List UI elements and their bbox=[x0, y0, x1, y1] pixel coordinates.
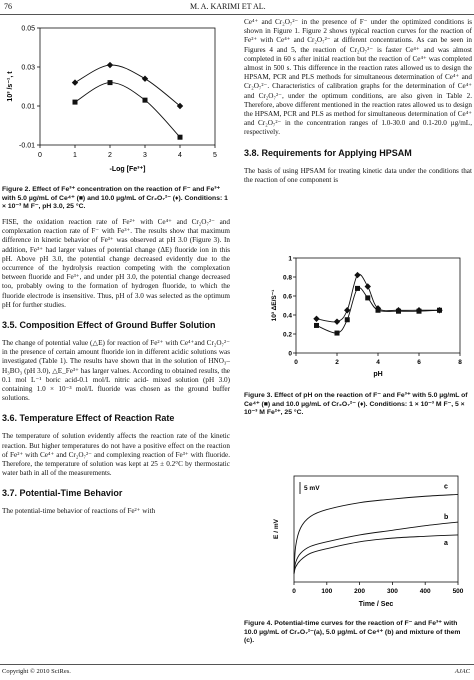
footer-copyright: Copyright © 2010 SciRes. bbox=[2, 668, 71, 675]
paragraph: The potential-time behavior of reactions of Fe²⁺ with bbox=[2, 507, 156, 516]
x-axis-label: Time / Sec bbox=[358, 601, 394, 608]
x-tick-label: 200 bbox=[354, 588, 366, 595]
series-line-c bbox=[294, 494, 458, 574]
series-line-0 bbox=[317, 274, 440, 322]
y-axis-label: E / mV bbox=[273, 519, 280, 539]
figure-2-chart bbox=[0, 20, 230, 185]
x-tick-label: 8 bbox=[458, 359, 462, 366]
section-heading-3-6: 3.6. Temperature Effect of Reaction Rate bbox=[2, 413, 175, 424]
y-tick-label: 0.2 bbox=[282, 331, 292, 339]
y-tick-label: 0 bbox=[288, 350, 292, 358]
figure-2-caption: Figure 2. Effect of Fe³⁺ concentration on the reaction of F⁻ and Fe³⁺ with 5.0 µg/mL of Ce⁴⁺ (■) and 10.0 µg/mL of Cr₂O₇²⁻ (♦). Conditions: 1 × 10⁻³ M F⁻, pH 3.0, 25 °C. bbox=[2, 186, 228, 211]
data-point-square bbox=[396, 309, 401, 314]
series-label-a: a bbox=[444, 539, 448, 547]
data-point-square bbox=[143, 98, 148, 103]
y-tick-label: 1 bbox=[288, 255, 292, 263]
y-tick-label: 0.6 bbox=[282, 293, 292, 301]
x-tick-label: 400 bbox=[419, 588, 431, 595]
x-tick-label: 5 bbox=[213, 152, 217, 159]
running-header: M. A. KARIMI ET AL. bbox=[190, 2, 266, 11]
y-tick-label: 0.4 bbox=[282, 312, 292, 320]
footer-journal: AJAC bbox=[454, 668, 470, 675]
x-axis-label: -Log [Fe³⁺] bbox=[109, 166, 146, 173]
footer-rule bbox=[0, 664, 474, 665]
data-point-square bbox=[314, 323, 319, 328]
page-number: 76 bbox=[4, 2, 12, 11]
data-point-square bbox=[376, 308, 381, 313]
x-tick-label: 4 bbox=[376, 359, 380, 366]
y-tick-label: 0.01 bbox=[21, 103, 35, 111]
series-line-b bbox=[294, 522, 458, 574]
x-tick-label: 2 bbox=[335, 359, 339, 366]
data-point-diamond bbox=[142, 76, 148, 82]
y-axis-label: 10³ /s⁻¹, t bbox=[7, 71, 14, 102]
series-label-b: b bbox=[444, 514, 449, 522]
header-rule bbox=[0, 14, 474, 15]
data-point-square bbox=[108, 80, 113, 85]
left-column bbox=[2, 218, 230, 517]
data-point-square bbox=[355, 286, 360, 291]
x-tick-label: 4 bbox=[178, 152, 182, 159]
x-tick-label: 0 bbox=[292, 588, 296, 595]
data-point-diamond bbox=[334, 318, 340, 324]
data-point-diamond bbox=[107, 62, 113, 68]
x-tick-label: 0 bbox=[294, 359, 298, 366]
paragraph: The basis of using HPSAM for treating kinetic data under the conditions that the reaction of one component is bbox=[244, 166, 472, 184]
series-line-1 bbox=[75, 83, 180, 138]
data-point-square bbox=[178, 135, 183, 140]
paragraph: The change of potential value (△E) for reaction of Fe²⁺ with Ce⁴⁺and Cr₂O₇²⁻ in the presence of certain amount fluoride ion in different acidic solutions was investigated (Table 1). The results have shown that in the solution of HNO₃–H₃BO₃ (pH 3.0), △E_Fe³⁺ has larger values. According to obtained results, the 0.1 mol L⁻¹ boric acid-0.1 mol/L nitric acid- mixed solution (pH 3.0) containing 1.0 × 10⁻³ mol/L fluoride was chosen as the ground buffer solutions. bbox=[2, 339, 230, 403]
x-tick-label: 500 bbox=[452, 588, 464, 595]
x-tick-label: 0 bbox=[38, 152, 42, 159]
x-tick-label: 2 bbox=[108, 152, 112, 159]
y-tick-label: 0.05 bbox=[21, 25, 35, 33]
y-tick-label: -0.01 bbox=[19, 142, 35, 150]
data-point-diamond bbox=[354, 272, 360, 278]
data-point-square bbox=[437, 308, 442, 313]
plot-frame bbox=[40, 28, 215, 145]
figure-4-caption: Figure 4. Potential-time curves for the reaction of F⁻ and Fe³⁺ with 10.0 µg/mL of Cr₂O₇²⁻(a), 5.0 µg/mL of Ce⁴⁺ (b) and mixture of them (c). bbox=[244, 620, 461, 645]
data-point-diamond bbox=[365, 283, 371, 289]
data-point-square bbox=[73, 100, 78, 105]
data-point-square bbox=[345, 317, 350, 322]
section-heading-3-7: 3.7. Potential-Time Behavior bbox=[2, 488, 123, 499]
paragraph: Ce⁴⁺ and Cr₂O₇²⁻ in the presence of F⁻ under the optimized conditions is shown in Figure 1. Figure 2 shows typical reaction curves for the reaction of Fe²⁺ with Ce⁴⁺ and Cr₂O₇²⁻ at different concentrations. As can be seen in Figures 4 and 5, the reaction of Cr₂O₇²⁻ is faster Ce⁴⁺ and was almost completed in 60 s after initial reaction but the reaction of Ce⁴⁺ was completed almost in 500 s. This difference in the reaction rates allowed us to design the HPSAM, PCR and PLS methods for simultaneous determination of Ce⁴⁺ and Cr₂O₇²⁻. Characteristics of calibration graphs for the determination of Ce⁴⁺ and Cr₂O₇²⁻, under the optimum conditions, are also given in Table 2. Therefore, above different mentioned in the reaction rates allowed us to design the HPSAM, PCR and PLS as method for simultaneous determination of Ce⁴⁺ and Cr₂O₇²⁻ in the concentration ranges of 1.0-30.0 and 0.1-20.0 µg/mL, respectively. bbox=[244, 18, 472, 137]
series-line-a bbox=[294, 535, 458, 574]
figure-4-chart bbox=[268, 470, 468, 610]
right-column bbox=[244, 18, 472, 185]
section-heading-3-5: 3.5. Composition Effect of Ground Buffer Solution bbox=[2, 320, 216, 331]
data-point-square bbox=[365, 295, 370, 300]
series-line-0 bbox=[75, 65, 180, 106]
data-point-diamond bbox=[313, 316, 319, 322]
x-tick-label: 1 bbox=[73, 152, 77, 159]
x-tick-label: 6 bbox=[417, 359, 421, 366]
y-tick-label: 0.8 bbox=[282, 274, 292, 282]
data-point-square bbox=[417, 309, 422, 314]
x-tick-label: 300 bbox=[386, 588, 398, 595]
figure-3-chart bbox=[268, 250, 468, 380]
x-tick-label: 100 bbox=[321, 588, 333, 595]
section-heading-3-8: 3.8. Requirements for Applying HPSAM bbox=[244, 147, 412, 158]
x-axis-label: pH bbox=[373, 371, 383, 378]
figure-3-caption: Figure 3. Effect of pH on the reaction of F⁻ and Fe³⁺ with 5.0 µg/mL of Ce⁴⁺ (■) and 10.0 µg/mL of Cr₂O₇²⁻ (♦). Conditions: 1 × 10⁻³ M F⁻, 5 × 10⁻³ M Fe²⁺, 25 °C. bbox=[244, 392, 468, 417]
paragraph: The temperature of solution evidently affects the reaction rate of the kinetic reaction. But higher temperatures do not have a positive effect on the reaction of Fe²⁺ with Ce⁴⁺ and Cr₂O₇²⁻ and complexing reaction of Fe³⁺ with fluoride. Therefore, the temperature of solution was kept at 25 ± 0.2°C by thermostatic water bath in all of the measurements. bbox=[2, 432, 230, 478]
paragraph: FISE, the oxidation reaction rate of Fe²⁺ with Ce⁴⁺ and Cr₂O₇²⁻ and complexation reaction rate of F⁻ with Fe³⁺. The results show that maximum difference in kinetic behavior of Fe³⁺ was observed at pH 3.0 (Figure 3). In addition, Fe³⁺ had larger values of potential change (ΔE) fluoride ion in this pH. Above pH 3.0, the potential change decreased evidently due to the occurrence of the hydrolysis reaction competing with the complexation between fluoride and Fe³⁺, and under pH 3.0, the potential change decreased too, probably owing to the formation of hydrogen fluoride, to which the fluoride electrode is insensitive. Thus, pH of 3.0 was selected as the optimum pH for further studies. bbox=[2, 218, 230, 309]
y-axis-label: 10³ ΔE/S⁻¹ bbox=[271, 289, 278, 322]
y-tick-label: 0.03 bbox=[21, 64, 35, 72]
data-point-diamond bbox=[72, 79, 78, 85]
x-tick-label: 3 bbox=[143, 152, 147, 159]
series-label-c: c bbox=[444, 483, 448, 491]
data-point-square bbox=[335, 331, 340, 336]
scale-bar-label: 5 mV bbox=[304, 485, 320, 492]
